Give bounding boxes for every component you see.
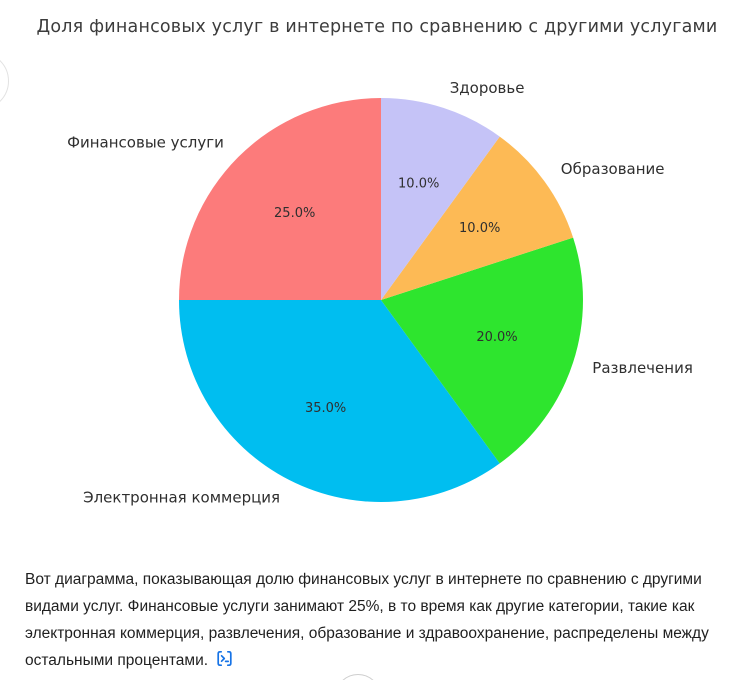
- pie-category-label: Образование: [560, 159, 665, 178]
- pie-percent-label: 25.0%: [274, 206, 316, 222]
- pie-category-label: Развлечения: [592, 359, 693, 378]
- pie-category-label: Финансовые услуги: [67, 133, 224, 152]
- pie-percent-label: 10.0%: [459, 220, 501, 236]
- pie-svg: [0, 55, 754, 560]
- pie-percent-label: 20.0%: [476, 330, 518, 346]
- pie-category-label: Электронная коммерция: [83, 488, 281, 507]
- assistant-message-text: [25, 566, 733, 677]
- pie-percent-label: 10.0%: [398, 176, 440, 192]
- chart-title: Доля финансовых услуг в интернете по сравнению с другими услугами: [36, 17, 718, 37]
- pie-percent-label: 35.0%: [304, 401, 347, 417]
- pie-slice-0: [179, 98, 381, 300]
- terminal-code-icon[interactable]: [215, 649, 234, 677]
- pie-category-label: Здоровье: [449, 79, 525, 98]
- message-paragraph: Вот диаграмма, показывающая долю финансовых услуг в интернете по сравнению с другими видами услуг. Финансовые услуги занимают 25%, в то время как другие категории, такие как электронная коммерция, развлечения, образование и здравоохранение, распределены между остальными процентами.: [25, 571, 709, 669]
